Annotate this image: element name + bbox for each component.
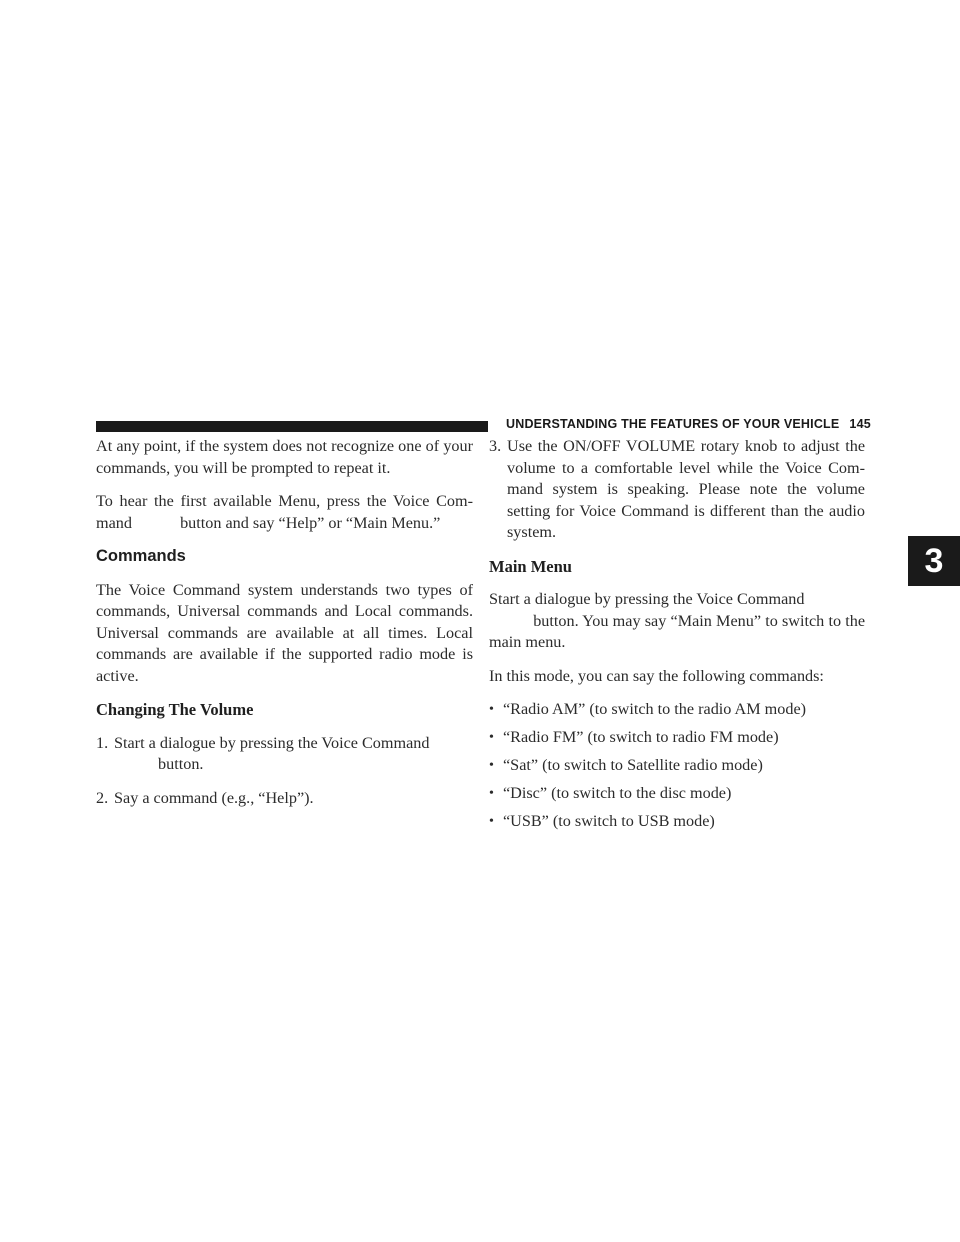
paragraph-command-types: The Voice Command system understands two types of commands, Universal commands and Local commands. Universal commands are available at all times. Local commands are available if the supported radio mode is active.	[96, 580, 473, 685]
volume-heading: Changing The Volume	[96, 700, 254, 719]
commands-heading: Commands	[96, 547, 186, 565]
header-title: UNDERSTANDING THE FEATURES OF YOUR VEHICLE	[506, 417, 840, 431]
bullet-icon: •	[489, 814, 494, 829]
running-header	[506, 417, 871, 431]
paragraph-start-dialogue: Start a dialogue by pressing the Voice Command button. You may say “Main Menu” to switch to the main menu.	[489, 590, 866, 651]
paragraph-repeat: At any point, if the system does not recognize one of your commands, you will be prompted to repeat it.	[96, 437, 473, 477]
list-item: • “Radio AM” (to switch to the radio AM mode)	[489, 699, 865, 721]
paragraph-mode-intro: In this mode, you can say the following commands:	[489, 666, 824, 685]
step-1: 1. Start a dialogue by pressing the Voice Command button.	[96, 733, 430, 773]
right-column	[489, 436, 865, 839]
bullet-icon: •	[489, 702, 494, 717]
bullet-icon: •	[489, 786, 494, 801]
list-item: • “USB” (to switch to USB mode)	[489, 811, 865, 833]
step-3: 3. Use the ON/OFF VOLUME rotary knob to adjust the volume to a comfortable level while the Voice Com- mand system is speaking. Please note the volume setting for Voice Command is different than the audio system.	[489, 437, 865, 541]
main-menu-heading: Main Menu	[489, 556, 572, 576]
command-list	[489, 699, 865, 833]
list-item: • “Radio FM” (to switch to radio FM mode)	[489, 727, 865, 749]
chapter-tab: 3	[908, 536, 960, 586]
bullet-icon: •	[489, 758, 494, 773]
list-item: • “Disc” (to switch to the disc mode)	[489, 783, 865, 805]
page-number: 145	[849, 417, 871, 431]
header-rule	[96, 421, 488, 432]
list-item: • “Sat” (to switch to Satellite radio mode)	[489, 755, 865, 777]
left-column	[96, 436, 473, 821]
bullet-icon: •	[489, 730, 494, 745]
paragraph-help: To hear the first available Menu, press the Voice Com- mand button and say “Help” or “Main Menu.”	[96, 492, 473, 532]
step-2: 2. Say a command (e.g., “Help”).	[96, 788, 314, 807]
